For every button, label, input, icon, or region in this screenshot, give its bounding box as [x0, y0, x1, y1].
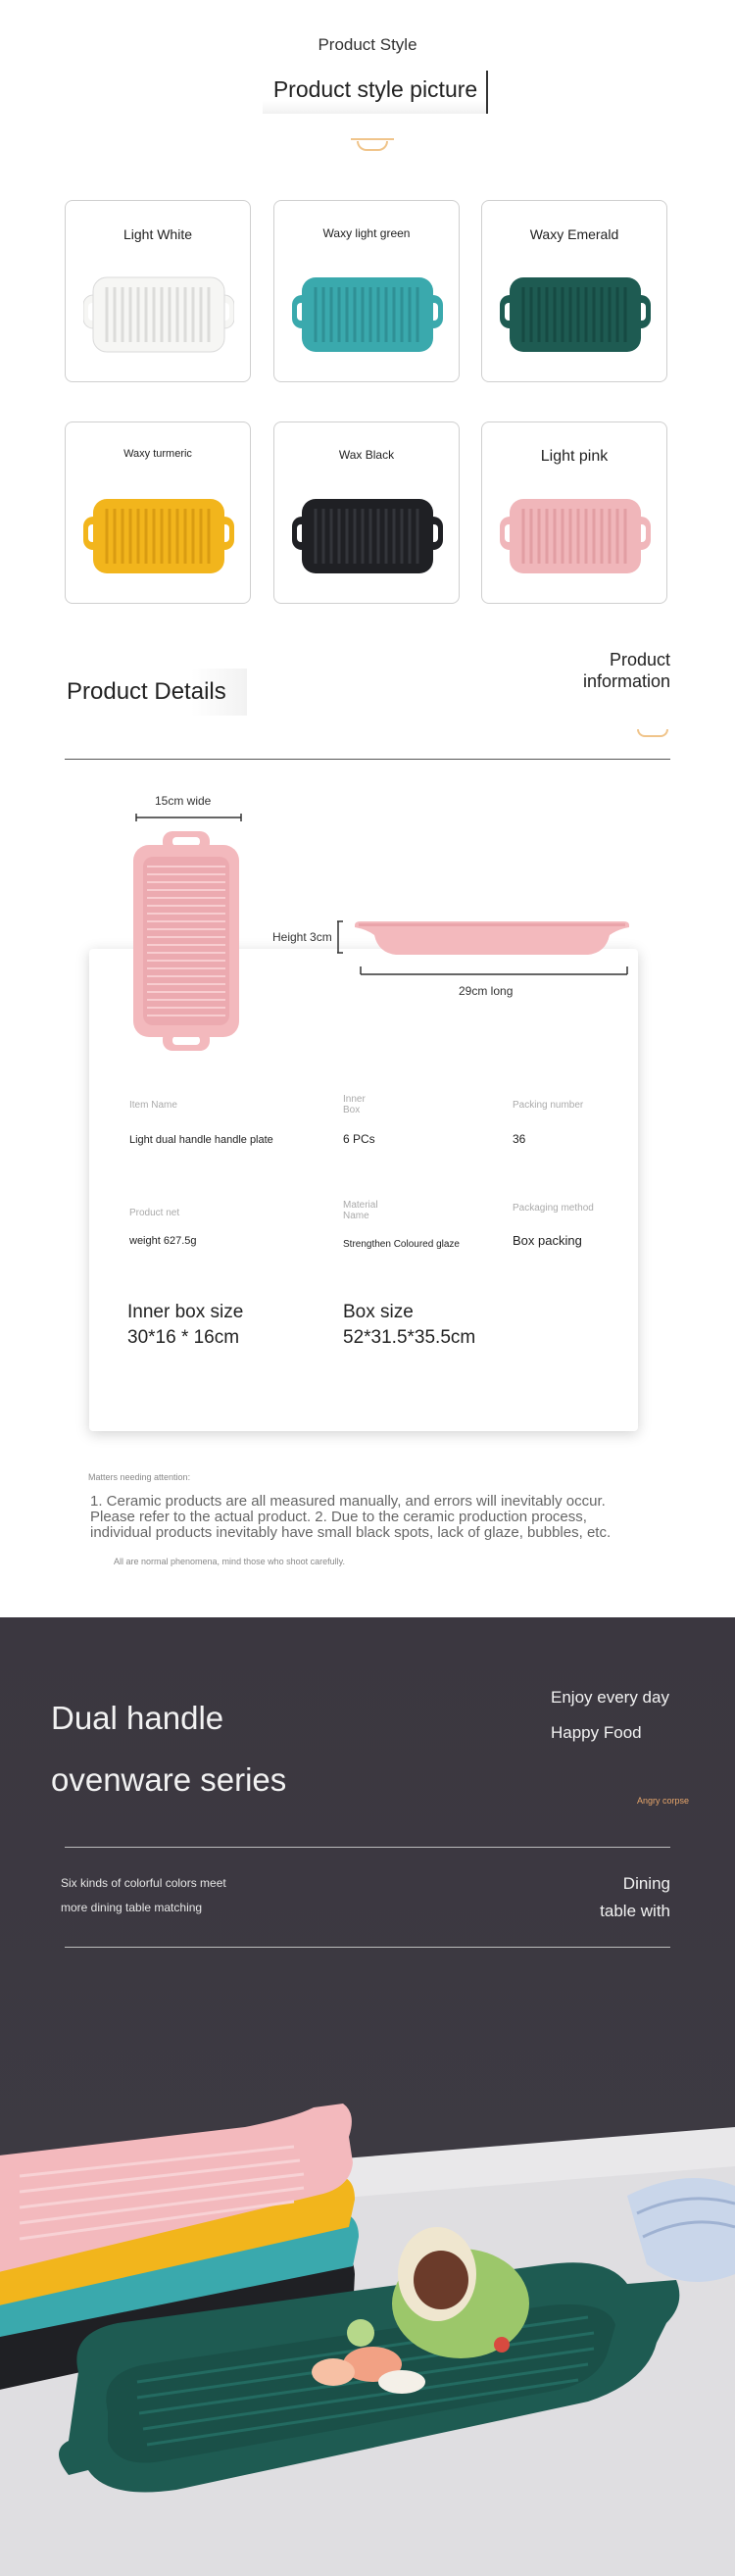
- section-divider: [65, 759, 670, 760]
- color-card-label: Wax Black: [338, 448, 395, 462]
- item-name-value: Light dual handle handle plate: [129, 1134, 273, 1146]
- packing-number-label: Packing number: [513, 1100, 584, 1111]
- plate-side-view: [353, 917, 631, 963]
- info-title-line1: Product: [609, 650, 670, 669]
- material-value: Strengthen Coloured glaze: [343, 1239, 460, 1250]
- color-card[interactable]: [481, 200, 667, 382]
- width-label: 15cm wide: [155, 794, 212, 808]
- color-card[interactable]: [481, 421, 667, 604]
- packing-number-value: 36: [513, 1132, 526, 1146]
- hero-title-line1: Dual handle: [51, 1700, 224, 1736]
- plate-swatch: [500, 270, 651, 360]
- hero-divider-bottom: [65, 1947, 670, 1948]
- hero-title-line2: ovenware series: [51, 1761, 287, 1798]
- color-card[interactable]: [65, 200, 251, 382]
- color-card[interactable]: [273, 200, 460, 382]
- packaging-method-value: Box packing: [513, 1233, 582, 1248]
- section-eyebrow: Product Style: [318, 35, 417, 54]
- plate-top-view: [127, 829, 245, 1053]
- item-name-label: Item Name: [129, 1100, 177, 1111]
- inner-box-value: 6 PCs: [343, 1132, 375, 1146]
- hero-banner: [0, 1617, 735, 2576]
- stacked-plates-illustration: [0, 1980, 735, 2576]
- plate-swatch: [83, 270, 234, 360]
- color-card-label: Waxy light green: [322, 226, 411, 240]
- bowl-mark-icon: [357, 141, 388, 151]
- material-label-line1: Material: [343, 1200, 378, 1211]
- height-label: Height 3cm: [272, 930, 332, 944]
- hero-tag: Angry corpse: [637, 1796, 690, 1806]
- color-card-label: Light pink: [540, 448, 609, 465]
- hero-tagline-1: Enjoy every day: [551, 1688, 669, 1707]
- hero-dining-line1: Dining: [622, 1874, 670, 1893]
- inner-box-size-value: 30*16 * 16cm: [127, 1327, 240, 1348]
- plate-swatch: [292, 491, 443, 581]
- color-card[interactable]: [65, 421, 251, 604]
- plate-swatch: [500, 491, 651, 581]
- plate-swatch: [292, 270, 443, 360]
- plate-swatch: [83, 491, 234, 581]
- height-dimension-line: [335, 919, 345, 955]
- hero-divider-top: [65, 1847, 670, 1848]
- notes-footnote: All are normal phenomena, mind those who shoot carefully.: [114, 1557, 345, 1566]
- color-card-label: Light White: [122, 226, 193, 242]
- color-card-label: Waxy turmeric: [123, 448, 192, 460]
- length-label: 29cm long: [459, 984, 514, 998]
- inner-box-label-line2: Box: [343, 1105, 361, 1115]
- notes-heading: Matters needing attention:: [88, 1472, 191, 1482]
- box-size-label: Box size: [343, 1302, 414, 1322]
- details-title: Product Details: [61, 669, 247, 716]
- product-net-label: Product net: [129, 1208, 180, 1218]
- color-card-label: Waxy Emerald: [529, 226, 619, 242]
- hero-tagline-2: Happy Food: [551, 1723, 642, 1742]
- width-dimension-line: [135, 812, 243, 823]
- material-label-line2: Name: [343, 1211, 369, 1221]
- inner-box-label-line1: Inner: [343, 1094, 366, 1105]
- info-title-line2: information: [582, 671, 670, 691]
- info-title: [549, 649, 670, 692]
- inner-box-label: [343, 1094, 366, 1115]
- hero-sub-line1: Six kinds of colorful colors meet: [61, 1876, 226, 1890]
- material-label: [343, 1200, 378, 1221]
- inner-box-size-label: Inner box size: [127, 1302, 244, 1322]
- style-section-title: Product style picture: [272, 76, 478, 102]
- hero-dining-line2: table with: [600, 1902, 670, 1920]
- length-dimension-line: [359, 965, 629, 978]
- hero-sub-line2: more dining table matching: [61, 1901, 203, 1914]
- packaging-method-label: Packaging method: [513, 1203, 594, 1214]
- color-card[interactable]: [273, 421, 460, 604]
- bowl-mark-icon: [637, 729, 668, 737]
- product-net-value: weight 627.5g: [129, 1235, 197, 1247]
- notes-body: 1. Ceramic products are all measured manually, and errors will inevitably occur. Please refer to the actual product. 2. Due to the ceramic production process, individual products inevitably have small black spots, lack of glaze, bubbles, etc.: [90, 1493, 612, 1541]
- box-size-value: 52*31.5*35.5cm: [343, 1327, 476, 1348]
